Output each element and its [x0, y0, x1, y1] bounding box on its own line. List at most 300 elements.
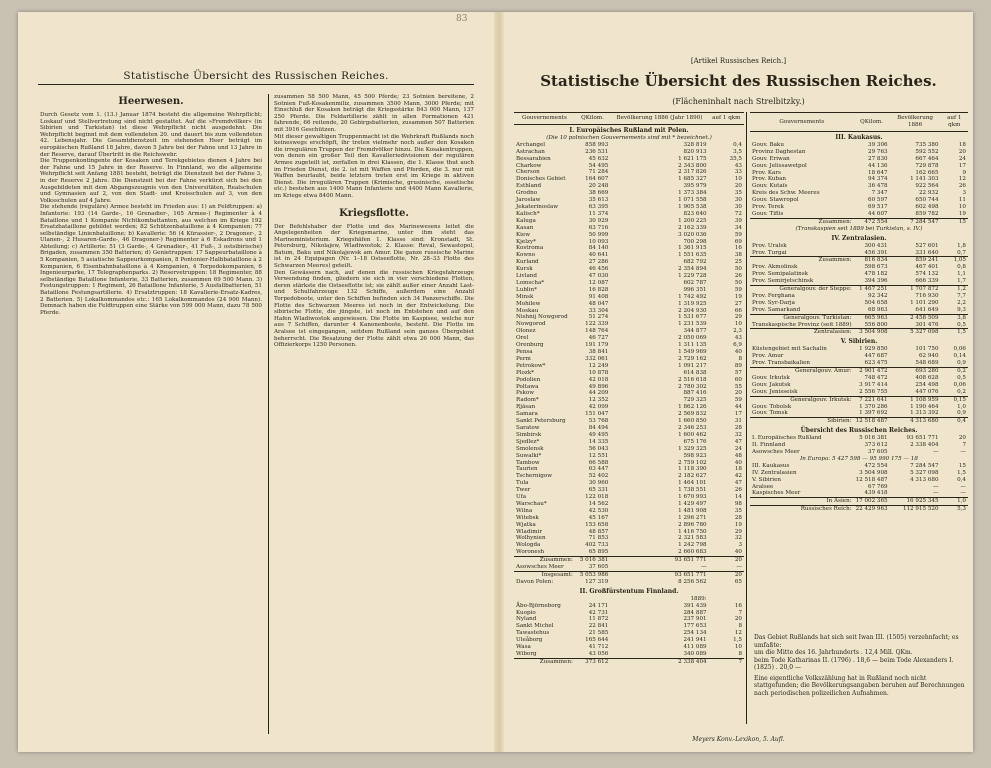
cell-pop: 729 325: [683, 397, 707, 404]
cell-name: Prov. Transbaikalien: [752, 360, 810, 367]
footer-source: Meyers Konv.-Lexikon, 5. Aufl.: [692, 736, 785, 743]
cell-name: Mohilew: [516, 300, 541, 307]
cell-area: 63 395: [588, 203, 609, 210]
cell-dens: 1,0: [957, 403, 966, 410]
cell-dens: 40: [734, 459, 742, 466]
cell-dens: 6,9: [733, 342, 742, 349]
cell-pop: 4 313 680: [890, 418, 941, 425]
cell-dens: 26: [958, 183, 966, 190]
cell-name: Russisches Reich:: [750, 506, 854, 513]
table-row: [750, 163, 968, 170]
table-row: [750, 375, 968, 382]
cell-dens: 11: [958, 197, 966, 204]
table-row: [750, 286, 968, 293]
column-header: auf 1 qkm: [941, 113, 968, 132]
table-row: [514, 557, 744, 564]
cell-area: 332 061: [585, 355, 609, 362]
cell-pop: 1 373 384: [678, 190, 707, 197]
table-row: [514, 446, 744, 453]
cell-area: 53 768: [588, 418, 609, 425]
table-row: [514, 142, 744, 149]
cell-dens: 28: [734, 424, 742, 431]
table-row: [750, 233, 968, 243]
cell-area: 598 673: [864, 264, 888, 271]
cell-pop: 62 940: [918, 353, 939, 360]
table-row: [514, 529, 744, 536]
table-row: [750, 211, 968, 218]
table-row: [514, 232, 744, 239]
table-row: [514, 579, 744, 586]
cell-area: 439 418: [864, 490, 888, 497]
table-row: [514, 404, 744, 411]
cell-pop: 2 338 404: [910, 442, 939, 449]
cell-name: Astrachan: [516, 148, 545, 155]
cell-dens: 1,5: [733, 637, 742, 644]
scanned-page: [18, 12, 973, 752]
cell-area: 44 209: [588, 390, 609, 397]
cell-pop: 7 284 547: [910, 462, 939, 469]
cell-area: 556 800: [864, 321, 888, 328]
cell-area: 92 342: [868, 292, 888, 299]
cell-area: 44 607: [868, 210, 888, 217]
cell-dens: 3: [962, 190, 966, 197]
cell-dens: 0,2: [957, 388, 966, 395]
section-heading-heerwesen: Heerwesen.: [118, 96, 184, 107]
cell-dens: 89: [734, 362, 742, 369]
cell-pop: 1 141 303: [910, 176, 939, 183]
cell-dens: 7,7: [957, 292, 966, 299]
table-row: [514, 637, 744, 644]
cell-dens: 44: [734, 404, 742, 411]
cell-pop: 1 738 551: [678, 487, 707, 494]
cell-area: 33 304: [588, 307, 609, 314]
cell-area: 10 878: [588, 369, 609, 376]
cell-dens: 15: [941, 218, 968, 225]
table-row: [514, 356, 744, 363]
cell-dens: 0,4: [957, 476, 966, 483]
table-row: [750, 257, 968, 264]
cell-name: Prov. Amur: [752, 353, 784, 360]
cell-pop: 1 118 390: [678, 466, 707, 473]
cell-name: Perm: [516, 355, 531, 362]
cell-area: 66 588: [588, 459, 609, 466]
cell-dens: 30: [734, 197, 742, 204]
cell-dens: 48: [734, 452, 742, 459]
table-row: [514, 564, 744, 571]
table-row: [750, 264, 968, 271]
cell-dens: 20: [958, 148, 966, 155]
cell-name: Prov. Kars: [752, 169, 781, 176]
table-row: [514, 328, 744, 335]
table-row: [514, 630, 744, 637]
cell-pop: 284 887: [683, 609, 707, 616]
table-row: [514, 542, 744, 549]
cell-pop: 598 923: [683, 452, 707, 459]
column-header: Gouvernements: [750, 113, 854, 132]
cell-area: 12 518 487: [855, 476, 888, 483]
table-row: [514, 425, 744, 432]
cell-dens: 3: [738, 542, 742, 549]
cell-name: Zusammen:: [750, 218, 854, 225]
cell-name: Kasan: [516, 224, 534, 231]
table-row: [750, 226, 968, 233]
table-row: [514, 149, 744, 156]
cell-name: V. Sibirien: [752, 476, 781, 483]
cell-area: 17 002 365: [855, 498, 888, 505]
cell-dens: 34: [734, 224, 742, 231]
cell-area: 5 016 381: [575, 557, 610, 564]
cell-name: Gouv. Baku: [752, 141, 784, 148]
cell-area: 94 374: [868, 176, 888, 183]
cell-pop: 8 256 562: [678, 578, 707, 585]
table-row: [750, 389, 968, 396]
cell-name: Tambow: [516, 459, 540, 466]
cell-dens: 19: [958, 210, 966, 217]
cell-pop: 2 182 627: [678, 473, 707, 480]
cell-pop: 1 311 135: [678, 342, 707, 349]
cell-area: 1 467 251: [854, 286, 890, 293]
cell-name: Sankt Petersburg: [516, 418, 566, 425]
cell-dens: 10: [734, 176, 742, 183]
cell-area: 48 047: [588, 300, 609, 307]
cell-pop: 548 689: [915, 360, 939, 367]
cell-dens: 33: [734, 169, 742, 176]
cell-name: Gouv. Tobolsk: [752, 403, 792, 410]
cell-area: 10 093: [588, 238, 609, 245]
table-row: [514, 644, 744, 651]
cell-name: Orenburg: [516, 342, 544, 349]
cell-name: Minsk: [516, 293, 534, 300]
cell-area: 35 613: [588, 197, 609, 204]
cell-dens: 72: [734, 210, 742, 217]
cell-dens: 7: [709, 658, 744, 665]
cell-dens: 1,5: [957, 469, 966, 476]
table-row: [514, 466, 744, 473]
cell-pop: 859 241: [890, 257, 941, 264]
table-row: [514, 125, 744, 135]
handwritten-page-number: 83: [456, 14, 468, 24]
cell-dens: 0,06: [953, 346, 966, 353]
cell-area: 45 632: [588, 155, 609, 162]
cell-dens: 10: [734, 321, 742, 328]
cell-name: Prov. Kuban: [752, 176, 787, 183]
cell-name: Prov. Ferghana: [752, 292, 795, 299]
cell-area: 1 397 692: [859, 410, 888, 417]
cell-dens: 15: [958, 462, 966, 469]
cell-pop: 1 200 225: [678, 217, 707, 224]
cell-area: 21 585: [588, 630, 609, 637]
cell-area: 27 830: [868, 155, 888, 162]
cell-pop: 1 670 993: [678, 494, 707, 501]
table-row: [514, 183, 744, 190]
cell-name: Wilna: [516, 507, 533, 514]
cell-pop: 1 621 175: [678, 155, 707, 162]
cell-area: 748 472: [864, 374, 888, 381]
cell-name: Zusammen:: [750, 257, 854, 264]
right-page-subtitle: (Flächeninhalt nach Strelbitzky.): [672, 97, 805, 106]
cell-area: 373 612: [864, 442, 888, 449]
cell-dens: 59: [734, 397, 742, 404]
cell-name: Lomscha*: [516, 279, 545, 286]
paragraph: Das Gebiet Rußlands hat sich seit Iwan III. (1505) verzehnfacht; es umfaßte:: [754, 634, 959, 649]
cell-pop: 1 313 392: [910, 410, 939, 417]
table-row: [750, 449, 968, 456]
cell-dens: 0,8: [957, 264, 966, 271]
table-row: [750, 142, 968, 149]
table-row: [514, 259, 744, 266]
column-header: Bevölkerung 1886: [890, 113, 941, 132]
cell-name: III. Kaukasus: [752, 462, 790, 469]
cell-name: Gouv. Jakutsk: [752, 381, 791, 388]
cell-pop: 2 569 832: [678, 411, 707, 418]
cell-dens: 35: [734, 190, 742, 197]
cell-area: 39 306: [868, 141, 888, 148]
table-row: [514, 211, 744, 218]
table-row: [750, 300, 968, 307]
cell-name: Wiborg: [516, 650, 537, 657]
cell-dens: 39: [734, 217, 742, 224]
table-row: [514, 135, 744, 142]
cell-pop: 411 089: [683, 644, 707, 651]
cell-name: In Asien:: [750, 498, 854, 506]
cell-area: 3 504 908: [859, 469, 888, 476]
cell-name: Gouv. Jelissawetpol: [752, 162, 807, 169]
cell-name: Cherson: [516, 169, 540, 176]
cell-area: 816 834: [854, 257, 890, 264]
cell-pop: 254 134: [683, 630, 707, 637]
cell-pop: 574 132: [915, 271, 939, 278]
cell-dens: 57: [734, 369, 742, 376]
table-row: [750, 278, 968, 285]
group-heading: II. Großfürstentum Finnland.: [579, 587, 679, 595]
table-row: [514, 384, 744, 391]
cell-pop: 641 649: [915, 306, 939, 313]
cell-dens: 8: [738, 650, 742, 657]
cell-area: 122 018: [585, 494, 609, 501]
cell-area: 402 733: [585, 542, 609, 549]
cell-dens: 59: [734, 231, 742, 238]
table-row: [514, 321, 744, 328]
cell-pop: 2 896 780: [678, 521, 707, 528]
cell-pop: 1 862 126: [678, 404, 707, 411]
table-row: [750, 463, 968, 470]
cell-pop: 2 660 683: [678, 549, 707, 556]
table-row: [514, 287, 744, 294]
table-row: [750, 484, 968, 491]
cell-dens: 12: [958, 176, 966, 183]
cell-dens: 8: [738, 355, 742, 362]
table-row: [750, 156, 968, 163]
cell-pop: 667 464: [915, 155, 939, 162]
page-fold: [494, 12, 504, 752]
table-row: [514, 163, 744, 170]
table-row: [514, 245, 744, 252]
cell-pop: 527 601: [915, 242, 939, 249]
closing-note: [754, 634, 966, 697]
cell-name: Wolhynien: [516, 535, 546, 542]
cell-area: 300 431: [864, 242, 888, 249]
cell-dens: 20: [958, 435, 966, 442]
cell-dens: 19: [734, 293, 742, 300]
table-row: [514, 480, 744, 487]
cell-pop: 1 231 539: [678, 321, 707, 328]
cell-name: Asowsches Meer: [752, 448, 800, 455]
cell-name: Prov. Syr-Darja: [752, 299, 795, 306]
cell-area: 60 597: [868, 197, 888, 204]
cell-name: Jaroslaw: [516, 197, 541, 204]
cell-name: Rjäsan: [516, 404, 536, 411]
cell-name: Orel: [516, 335, 529, 342]
cell-area: 20 248: [588, 183, 609, 190]
cell-area: 18 647: [868, 169, 888, 176]
cell-dens: 42: [734, 473, 742, 480]
cell-area: 2 556 755: [859, 388, 888, 395]
cell-pop: 592 552: [915, 148, 939, 155]
cell-pop: 2 338 404: [610, 658, 708, 665]
table-row: [514, 494, 744, 501]
cell-pop: 344 877: [683, 328, 707, 335]
cell-pop: 2 759 102: [678, 459, 707, 466]
cell-name: Kaluga: [516, 217, 536, 224]
cell-pop: 467 401: [915, 264, 939, 271]
cell-dens: 0,06: [953, 381, 966, 388]
cell-name: Zusammen:: [514, 658, 575, 665]
cell-name: Uleåborg: [516, 637, 543, 644]
table-row: [514, 460, 744, 467]
cell-area: 46 456: [588, 266, 609, 273]
column-divider: [268, 94, 269, 734]
cell-pop: 1889:: [690, 595, 707, 602]
cell-area: 46 727: [588, 335, 609, 342]
cell-name: IV. Zentralasien: [752, 469, 797, 476]
cell-pop: 1 464 101: [678, 480, 707, 487]
cell-pop: 820 913: [683, 148, 707, 155]
table-row: [750, 190, 968, 197]
cell-area: 91 408: [588, 293, 609, 300]
cell-name: Pensa: [516, 349, 533, 355]
cell-pop: —: [932, 483, 939, 490]
cell-pop: 614 838: [683, 369, 707, 376]
table-row: [750, 271, 968, 278]
cell-name: Sibirien:: [750, 418, 854, 425]
cell-pop: 112 915 520: [890, 506, 941, 513]
left-page: [18, 12, 494, 752]
cell-name: Jekaterinoslaw: [516, 203, 559, 210]
cell-area: 29 763: [868, 148, 888, 155]
group-heading: V. Sibirien.: [840, 338, 878, 346]
cell-pop: 2 346 253: [678, 424, 707, 431]
cell-dens: 1,7: [957, 278, 966, 285]
table-row: [750, 498, 968, 506]
cell-pop: 3 020 036: [678, 231, 707, 238]
cell-pop: 340 089: [683, 650, 707, 657]
cell-dens: 16: [734, 245, 742, 252]
column-divider: [746, 112, 747, 724]
cell-dens: —: [960, 448, 966, 455]
cell-area: 65 331: [588, 487, 609, 494]
article-column-2: [274, 94, 474, 349]
cell-area: 49 495: [588, 431, 609, 438]
cell-dens: 24: [734, 445, 742, 452]
cell-area: 16 828: [588, 286, 609, 293]
cell-dens: 38: [734, 252, 742, 259]
cell-pop: 922 564: [915, 183, 939, 190]
cell-dens: 29: [734, 314, 742, 321]
cell-dens: 43: [734, 162, 742, 169]
cell-name: Sankt Michel: [516, 623, 554, 630]
cell-name: Wasa: [516, 644, 531, 651]
table-row: [750, 490, 968, 497]
cell-area: 38 841: [588, 349, 609, 355]
cell-area: 7 347: [871, 190, 888, 197]
cell-dens: 40: [734, 549, 742, 556]
cell-area: 12 551: [588, 452, 609, 459]
table-row: [750, 410, 968, 417]
cell-name: Twer: [516, 487, 531, 494]
cell-name: Tschernigow: [516, 473, 553, 480]
cell-name: Kuopio: [516, 609, 536, 616]
cell-name: Kreis des Schw. Meeres: [752, 190, 820, 197]
cell-area: 42 099: [588, 404, 609, 411]
cell-dens: 10: [734, 644, 742, 651]
cell-name: Kursk: [516, 266, 533, 273]
cell-pop: 395 979: [683, 183, 707, 190]
table-row: [750, 346, 968, 353]
table-asian-russia: [750, 112, 968, 513]
cell-area: 472 554: [854, 218, 890, 225]
cell-area: 52 402: [588, 473, 609, 480]
table-row: [750, 360, 968, 367]
cell-name: Aralsee: [752, 483, 774, 490]
cell-area: 1 370 286: [859, 403, 888, 410]
cell-name: Nishnij Nowgorod: [516, 314, 568, 321]
cell-pop: 1 481 908: [678, 507, 707, 514]
cell-name: Gouv. Kutaïs: [752, 183, 788, 190]
table-row: [514, 370, 744, 377]
cell-area: 27 286: [588, 259, 609, 266]
cell-name: Åbo-Björneborg: [516, 602, 561, 609]
table-row: [514, 549, 744, 556]
cell-pop: 2 343 800: [678, 162, 707, 169]
cell-name: Gouv. Stawropol: [752, 197, 799, 204]
table-row: [750, 382, 968, 389]
cell-dens: 3,8: [941, 314, 968, 321]
cell-dens: 32: [734, 431, 742, 438]
table-row: [514, 176, 744, 183]
cell-pop: 1 329 325: [678, 445, 707, 452]
cell-dens: 0,9: [957, 360, 966, 367]
cell-dens: 16: [734, 602, 742, 609]
column-header: Gouvernements: [514, 113, 575, 125]
table-row: [750, 353, 968, 360]
cell-dens: —: [960, 490, 966, 497]
cell-pop: 1 296 271: [678, 514, 707, 521]
right-page-title: Statistische Übersicht des Russischen Reiches.: [540, 72, 937, 90]
cell-name: Kiew: [516, 231, 531, 238]
cell-name: Ufa: [516, 494, 527, 501]
table-row: [514, 169, 744, 176]
cell-pop: 2 204 930: [678, 307, 707, 314]
cell-dens: 0,4: [733, 141, 742, 148]
cell-area: 164 607: [585, 176, 609, 183]
cell-dens: 9,3: [957, 306, 966, 313]
cell-name: Tula: [516, 480, 529, 487]
cell-name: Generalgouv. Turkistan:: [750, 314, 854, 321]
cell-area: 69 517: [868, 204, 888, 211]
cell-area: 5 016 381: [859, 435, 888, 442]
cell-pop: 2 321 583: [678, 535, 707, 542]
cell-pop: 241 941: [683, 637, 707, 644]
